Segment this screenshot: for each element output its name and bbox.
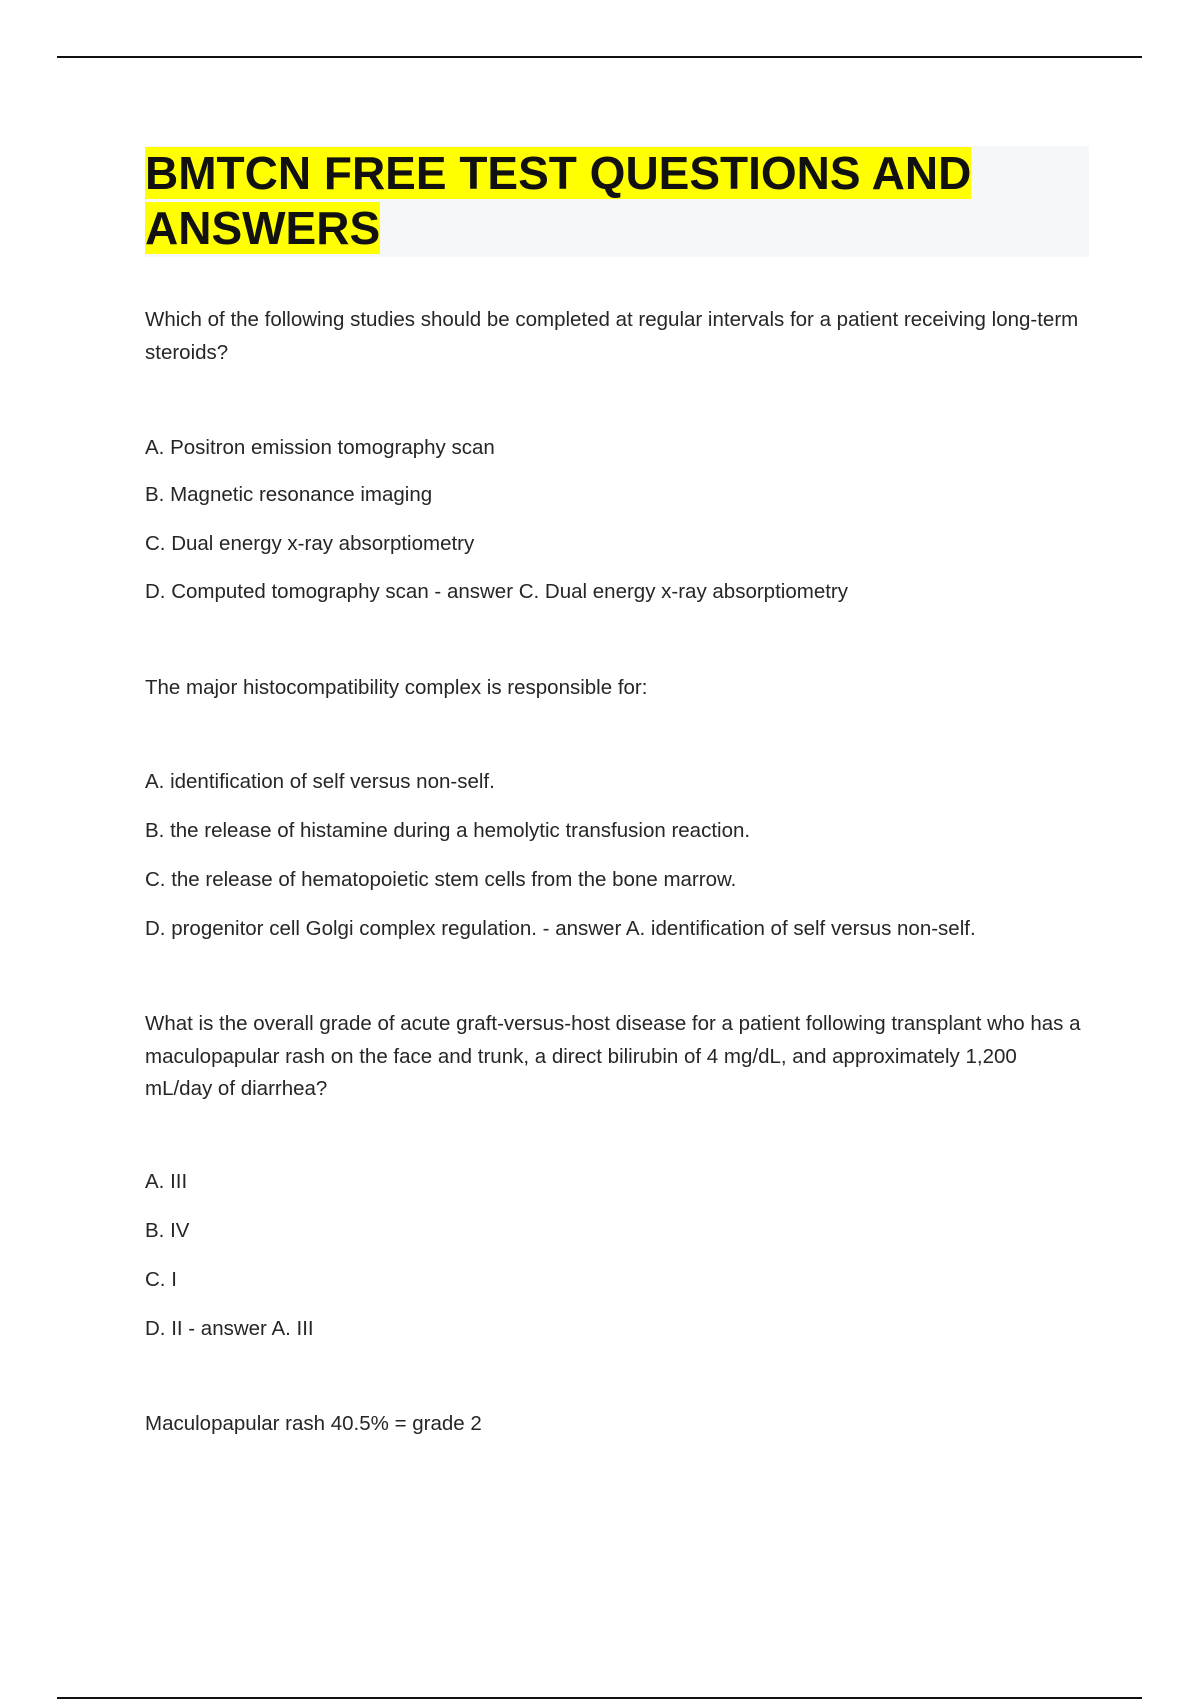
- question-3-option-d: D. II - answer A. III: [145, 1317, 314, 1340]
- question-3-text: What is the overall grade of acute graft-versus-host disease for a patient following transplant who has a maculopapular rash on the face and trunk, a direct bilirubin of 4 mg/dL, and approximately 1,200 mL/day of diarrhea?: [145, 1012, 1081, 1100]
- question-2-option-c: C. the release of hematopoietic stem cells from the bone marrow.: [145, 868, 737, 891]
- question-1-option-c: C. Dual energy x-ray absorptiometry: [145, 532, 475, 555]
- question-3-option-a: A. III: [145, 1170, 188, 1193]
- grading-note: Maculopapular rash 40.5% = grade 2: [145, 1412, 482, 1435]
- question-2-text: The major histocompatibility complex is responsible for:: [145, 676, 648, 699]
- footer-rule: [57, 1697, 1142, 1699]
- question-1-text: Which of the following studies should be completed at regular intervals for a patient receiving long-term steroids?: [145, 308, 1079, 364]
- question-1-option-b: B. Magnetic resonance imaging: [145, 483, 433, 506]
- document-title: [145, 146, 1089, 256]
- question-1-option-a: A. Positron emission tomography scan: [145, 436, 495, 459]
- title-block: [145, 146, 1089, 257]
- question-2-option-b: B. the release of histamine during a hemolytic transfusion reaction.: [145, 819, 751, 842]
- question-3-option-c: C. I: [145, 1268, 177, 1291]
- question-3-option-b: B. IV: [145, 1219, 190, 1242]
- question-1-option-d: D. Computed tomography scan - answer C. Dual energy x-ray absorptiometry: [145, 580, 848, 603]
- question-2-option-a: A. identification of self versus non-self.: [145, 770, 495, 793]
- question-2-option-d: D. progenitor cell Golgi complex regulation. - answer A. identification of self versus non-self.: [145, 917, 976, 940]
- header-rule: [57, 56, 1142, 58]
- title-highlight: BMTCN FREE TEST QUESTIONS AND ANSWERS: [145, 147, 972, 254]
